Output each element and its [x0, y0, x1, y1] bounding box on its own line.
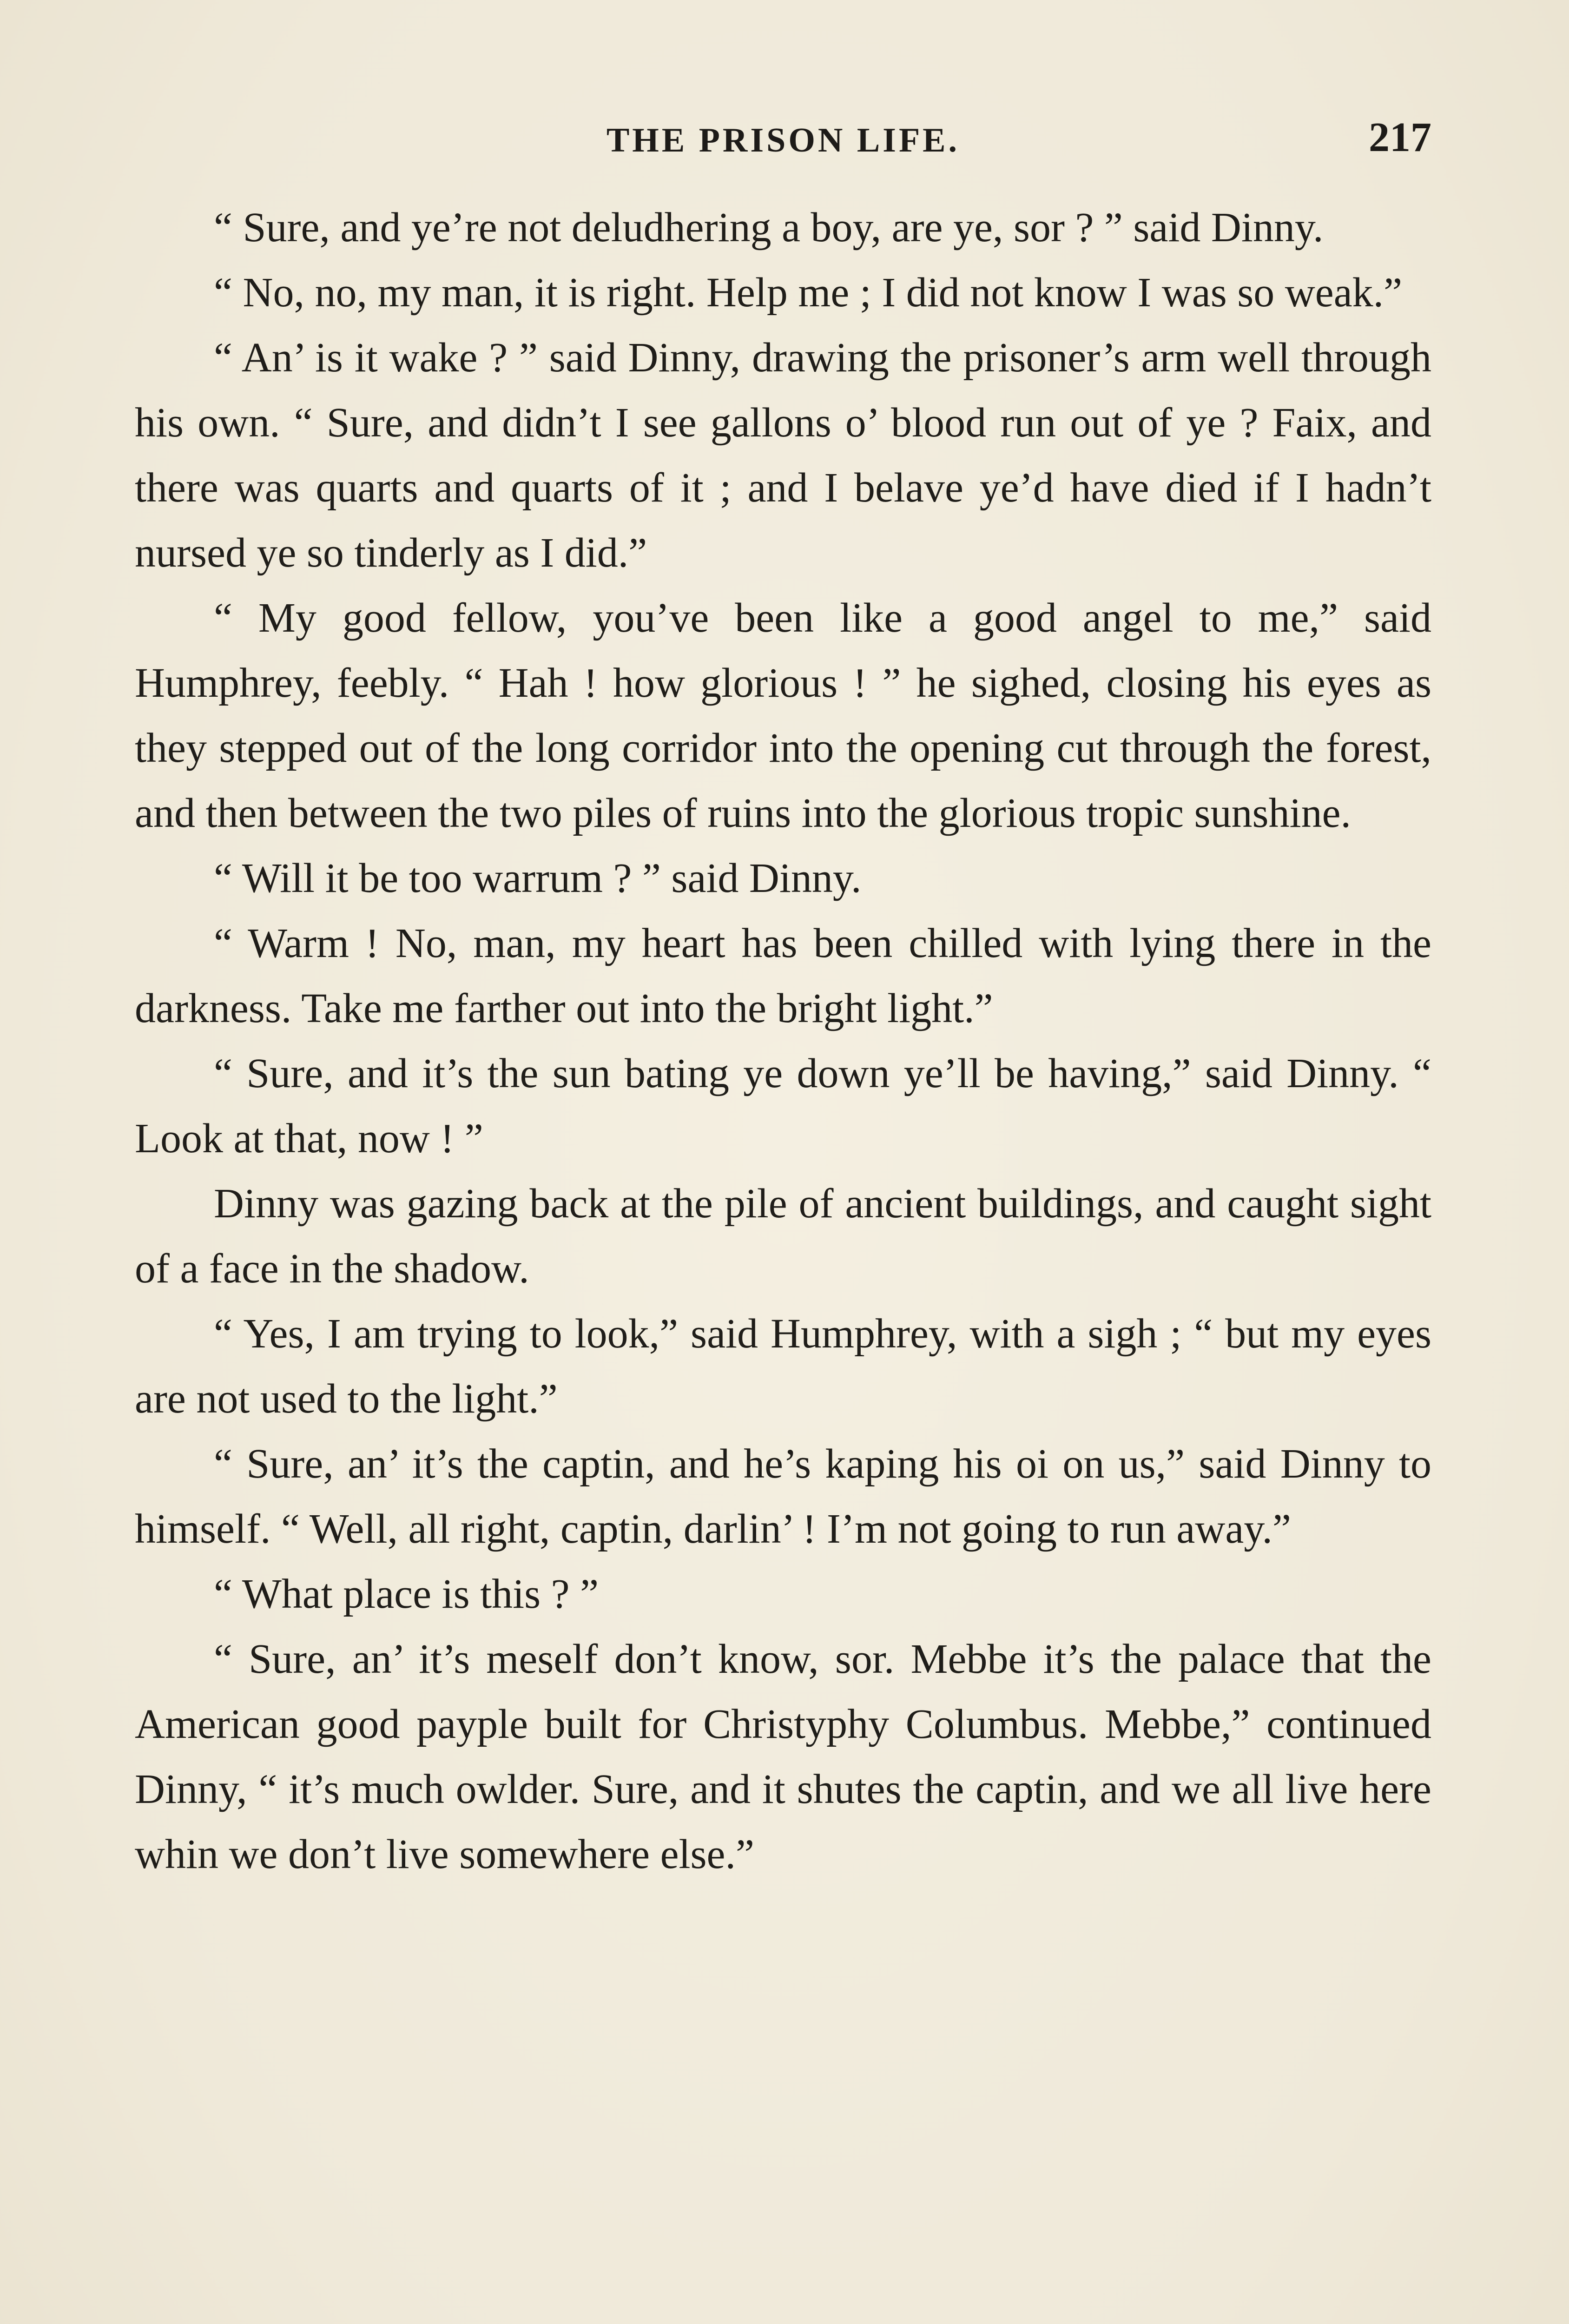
paragraph: “ What place is this ? ”: [214, 1571, 599, 1617]
paragraph: “ Sure, an’ it’s the captin, and he’s kaping his oi on us,” said Dinny to himself. “ Well, all right, captin, darlin’ ! I’m not going to run away.”: [135, 1441, 1431, 1552]
page-number: 217: [1369, 114, 1431, 160]
paragraph: “ Sure, and it’s the sun bating ye down ye’ll be having,” said Dinny. “ Look at that, now ! ”: [135, 1050, 1431, 1162]
paragraph: “ Sure, and ye’re not deludhering a boy, are ye, sor ? ” said Dinny.: [214, 205, 1324, 251]
paragraph: “ My good fellow, you’ve been like a good angel to me,” said Humphrey, feebly. “ Hah ! how glorious ! ” he sighed, closing his eyes as they stepped out of the long corridor into the opening cut through the forest, and then between the two piles of ruins into the glorious tropic sunshine.: [135, 595, 1431, 836]
paragraph: “ An’ is it wake ? ” said Dinny, drawing the prisoner’s arm well through his own. “ Sure, and didn’t I see gallons o’ blood run out of ye ? Faix, and there was quarts and quarts of it ; and I belave ye’d have died if I hadn’t nursed ye so tinderly as I did.”: [135, 335, 1431, 576]
paragraph: “ Yes, I am trying to look,” said Humphrey, with a sigh ; “ but my eyes are not used to the light.”: [135, 1311, 1431, 1422]
page-header: [135, 107, 1431, 172]
running-head: THE PRISON LIFE.: [606, 121, 960, 159]
paragraph: “ No, no, my man, it is right. Help me ; I did not know I was so weak.”: [214, 270, 1403, 316]
paragraph: “ Will it be too warrum ? ” said Dinny.: [214, 855, 862, 901]
body-text: [135, 195, 1431, 1887]
paragraph: “ Sure, an’ it’s meself don’t know, sor. Mebbe it’s the palace that the American good payple built for Christyphy Columbus. Mebbe,” continued Dinny, “ it’s much owlder. Sure, and it shutes the captin, and we all live here whin we don’t live somewhere else.”: [135, 1636, 1431, 1877]
paragraph: Dinny was gazing back at the pile of ancient buildings, and caught sight of a face in the shadow.: [135, 1181, 1431, 1292]
paragraph: “ Warm ! No, man, my heart has been chilled with lying there in the darkness. Take me farther out into the bright light.”: [135, 920, 1431, 1031]
